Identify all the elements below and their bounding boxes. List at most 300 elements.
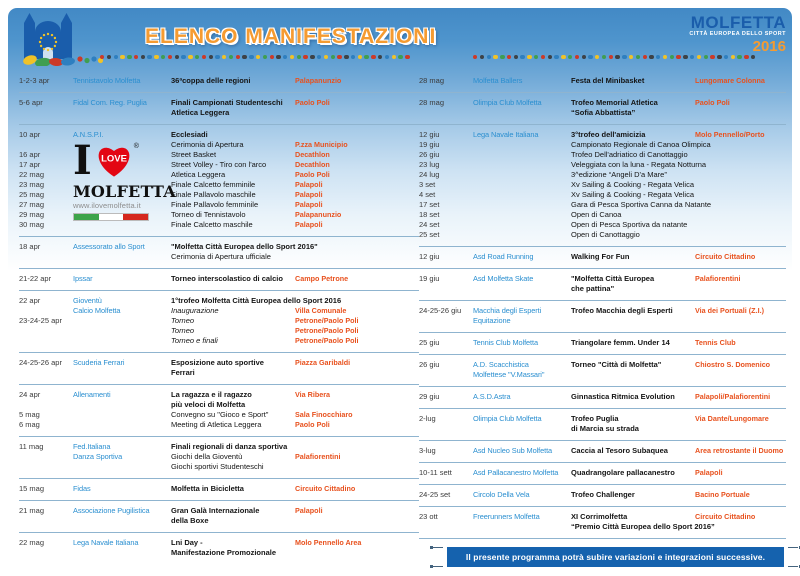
event-location: Paolo Poli	[295, 98, 330, 107]
organizer-name: Scuderia Ferrari	[73, 358, 125, 367]
event-title: Torneo interscolastico di calcio	[171, 274, 283, 283]
molfetta-wordmark: MOLFETTA	[690, 13, 786, 32]
date-column	[419, 252, 473, 262]
event-title: Torneo e finali	[171, 336, 218, 345]
event-location	[695, 210, 786, 220]
organizer-column	[473, 274, 571, 294]
event-row	[19, 533, 419, 564]
event-column	[571, 76, 695, 86]
date-column	[19, 538, 73, 558]
color-dot-icon	[337, 55, 341, 59]
organizer-name: Equitazione	[473, 316, 511, 325]
event-location: Piazza Garibaldi	[295, 358, 351, 367]
event-date	[19, 336, 73, 346]
color-dot-icon	[378, 55, 382, 59]
organizer-name: Tennistavolo Molfetta	[73, 76, 141, 85]
event-title: Trofeo Memorial Atletica	[571, 98, 658, 107]
date-column	[419, 468, 473, 478]
event-date: 24-25 set	[419, 490, 451, 499]
date-column	[419, 338, 473, 348]
event-location: Molo Pennello Area	[295, 538, 362, 547]
date-column	[419, 446, 473, 456]
logo-url: www.ilovemolfetta.it	[73, 201, 141, 210]
color-dot-icon	[215, 55, 219, 59]
event-title: Trofeo Puglia	[571, 414, 619, 423]
color-dot-icon	[602, 55, 606, 59]
color-dot-icon	[222, 55, 226, 59]
event-date: 18 set	[419, 210, 440, 219]
event-row	[419, 247, 786, 269]
color-dot-icon	[744, 55, 748, 59]
event-location: Campo Petrone	[295, 274, 349, 283]
event-location	[295, 242, 419, 252]
color-dot-icon	[710, 55, 714, 59]
color-dot-icon	[147, 55, 151, 59]
event-location	[695, 424, 786, 434]
event-title: Finali Campionati Studenteschi	[171, 98, 283, 107]
color-dot-icon	[141, 55, 145, 59]
organizer-column	[473, 130, 571, 240]
event-date: 23 mag	[19, 180, 45, 189]
event-column	[171, 76, 295, 86]
location-column	[295, 390, 419, 430]
event-title: Campionato Regionale di Canoa Olimpica	[571, 140, 711, 149]
color-dot-icon	[629, 55, 633, 59]
event-title: Finale Pallavolo femminile	[171, 200, 259, 209]
event-location: Petrone/Paolo Poli	[295, 316, 359, 325]
event-date	[419, 424, 473, 434]
event-date: 22 mag	[19, 170, 45, 179]
event-date: 26 giu	[419, 150, 440, 159]
event-title: Torneo	[171, 326, 195, 335]
event-location	[295, 252, 419, 262]
color-dot-icon	[303, 55, 307, 59]
event-row	[419, 93, 786, 125]
color-dot-icon	[690, 55, 694, 59]
event-title: Festa del Minibasket	[571, 76, 645, 85]
color-dot-icon	[568, 55, 572, 59]
event-title: “Sofia Abbattista”	[571, 108, 636, 117]
organizer-column	[73, 390, 171, 430]
event-row	[419, 125, 786, 247]
location-column	[295, 506, 419, 526]
event-date: 30 mag	[19, 220, 45, 229]
organizer-column	[473, 360, 571, 380]
event-title: Torneo di Tennistavolo	[171, 210, 246, 219]
page-title: ELENCO MANIFESTAZIONI	[145, 25, 437, 48]
organizer-name: Fed.Italiana	[73, 442, 111, 451]
color-dot-icon	[107, 55, 111, 59]
organizer-column	[73, 506, 171, 526]
event-location: Sala Finocchiaro	[295, 410, 353, 419]
color-dot-icon	[527, 55, 531, 59]
color-dot-icon	[656, 55, 660, 59]
event-date: 21 mag	[19, 506, 45, 515]
location-column	[695, 392, 786, 402]
date-column	[19, 76, 73, 86]
event-title: 1°trofeo Molfetta Città Europea dello Sport 2016	[171, 296, 342, 305]
heart-icon	[95, 144, 133, 178]
event-date: 24 apr	[19, 390, 41, 399]
svg-text:LOVE: LOVE	[100, 153, 127, 165]
date-column	[19, 296, 73, 346]
color-dot-icon	[263, 55, 267, 59]
event-location	[695, 160, 786, 170]
event-title: più veloci di Molfetta	[171, 400, 246, 409]
organizer-name: Lega Navale Italiana	[73, 538, 139, 547]
event-location	[295, 516, 419, 526]
event-location: Decathlon	[295, 160, 330, 169]
event-title: Finali regionali di danza sportiva	[171, 442, 288, 451]
event-date: 23 ott	[419, 512, 438, 521]
color-dot-icon	[697, 55, 701, 59]
event-location	[695, 284, 786, 294]
organizer-name: A.S.D.Astra	[473, 392, 511, 401]
event-date: 3 set	[419, 180, 436, 189]
event-location	[295, 548, 419, 558]
organizer-column	[73, 358, 171, 378]
event-date: 5-6 apr	[19, 98, 43, 107]
event-title: Walking For Fun	[571, 252, 630, 261]
date-column	[19, 274, 73, 284]
event-column	[571, 98, 695, 118]
event-location: Via dei Portuali (Z.I.)	[695, 306, 764, 315]
color-dot-icon	[276, 55, 280, 59]
date-column	[19, 442, 73, 472]
event-title: Xv Sailing & Cooking - Regata Velica	[571, 190, 694, 199]
organizer-name: Ipssar	[73, 274, 93, 283]
color-dot-icon	[385, 55, 389, 59]
event-date: 5 mag	[19, 410, 40, 419]
event-date: 29 giu	[419, 392, 440, 401]
registered-mark: ®	[133, 143, 139, 150]
event-title: 3^edizione “Angeli D'a Mare”	[571, 170, 667, 179]
event-row	[419, 485, 786, 507]
organizer-name: Assessorato allo Sport	[73, 242, 145, 251]
event-date: 17 apr	[19, 160, 41, 169]
event-column	[571, 338, 695, 348]
event-row	[19, 125, 419, 237]
event-row	[19, 479, 419, 501]
color-dot-icon	[195, 55, 199, 59]
event-date	[19, 252, 73, 262]
event-location: Chiostro S. Domenico	[695, 360, 771, 369]
event-column	[571, 306, 695, 326]
color-dot-icon	[473, 55, 477, 59]
event-date	[19, 368, 73, 378]
organizer-column	[73, 130, 176, 230]
event-location: Villa Comunale	[295, 306, 347, 315]
event-location: Palapanunzio	[295, 76, 342, 85]
event-row	[419, 355, 786, 387]
color-dot-icon	[317, 55, 321, 59]
organizer-column	[73, 296, 171, 346]
event-location: Tennis Club	[695, 338, 736, 347]
organizer-name: Macchia degli Esperti	[473, 306, 542, 315]
date-column	[419, 76, 473, 86]
event-location: Circuito Cittadino	[295, 484, 356, 493]
color-dot-icon	[520, 55, 524, 59]
organizer-name: Fidas	[73, 484, 91, 493]
color-dot-icon	[493, 55, 497, 59]
dots-strip-right	[473, 55, 755, 59]
event-location: Palapoli	[295, 220, 323, 229]
event-row	[19, 71, 419, 93]
event-title: Gara di Pesca Sportiva Canna da Natante	[571, 200, 712, 209]
event-date: 23-24-25 apr	[19, 316, 62, 325]
color-dot-icon	[636, 55, 640, 59]
event-title: Giochi sportivi Studenteschi	[171, 462, 264, 471]
color-dot-icon	[175, 55, 179, 59]
molfetta-subtitle: CITTÀ EUROPEA DELLO SPORT	[689, 31, 786, 37]
location-column	[295, 76, 419, 86]
organizer-column	[73, 98, 171, 118]
color-dot-icon	[202, 55, 206, 59]
event-column	[171, 484, 295, 494]
event-column	[571, 490, 695, 500]
event-location	[295, 108, 419, 118]
dots-strip-left	[100, 55, 410, 59]
event-location: Paolo Poli	[295, 170, 330, 179]
event-date: 22 apr	[19, 296, 41, 305]
color-dot-icon	[344, 55, 348, 59]
event-date: 29 mag	[19, 210, 45, 219]
event-date: 11 mag	[19, 442, 44, 451]
event-location	[295, 296, 419, 306]
event-title: Meeting di Atletica Leggera	[171, 420, 262, 429]
crop-mark-icon	[433, 566, 443, 567]
event-title: Open di Canottaggio	[571, 230, 640, 239]
color-dot-icon	[514, 55, 518, 59]
event-date	[419, 284, 473, 294]
event-date: 24-25-26 apr	[19, 358, 62, 367]
event-date: 12 giu	[419, 252, 440, 261]
color-dot-icon	[595, 55, 599, 59]
color-dot-icon	[371, 55, 375, 59]
event-location	[295, 442, 419, 452]
color-dot-icon	[717, 55, 721, 59]
event-location: Petrone/Paolo Poli	[295, 326, 359, 335]
event-location: Palapoli	[295, 506, 323, 515]
event-location: Palapoli	[295, 190, 323, 199]
event-title: La ragazza e il ragazzo	[171, 390, 252, 399]
color-dot-icon	[127, 55, 131, 59]
event-date: 28 mag	[419, 98, 445, 107]
event-location: Palapanunzio	[295, 210, 342, 219]
color-dot-icon	[351, 55, 355, 59]
organizer-column	[473, 392, 571, 402]
event-date: 24 lug	[419, 170, 440, 179]
event-column	[171, 506, 295, 526]
color-dot-icon	[209, 55, 213, 59]
event-row	[19, 93, 419, 125]
event-location: Via Dante/Lungomare	[695, 414, 769, 423]
color-dot-icon	[676, 55, 680, 59]
color-dot-icon	[507, 55, 511, 59]
color-dot-icon	[364, 55, 368, 59]
event-column	[171, 358, 295, 378]
organizer-column	[73, 274, 171, 284]
color-dot-icon	[683, 55, 687, 59]
color-dot-icon	[534, 55, 538, 59]
event-column	[571, 414, 695, 434]
organizer-column	[473, 338, 571, 348]
organizer-column	[473, 252, 571, 262]
event-location	[295, 462, 419, 472]
event-title: Manifestazione Promozionale	[171, 548, 277, 557]
crop-mark-icon	[433, 547, 443, 548]
event-column	[571, 252, 695, 262]
color-dot-icon	[480, 55, 484, 59]
date-column	[19, 506, 73, 526]
events-column-right	[419, 71, 788, 567]
event-title: Open di Pesca Sportiva da natante	[571, 220, 688, 229]
location-column	[295, 274, 419, 284]
footer-banner	[447, 547, 784, 567]
event-title: Ferrari	[171, 368, 195, 377]
event-title: che pattina"	[571, 284, 615, 293]
crop-mark-icon	[788, 547, 798, 548]
event-date	[19, 306, 73, 316]
event-title: Esposizione auto sportive	[171, 358, 264, 367]
event-date: 26 giu	[419, 360, 440, 369]
organizer-column	[73, 442, 171, 472]
location-column	[695, 446, 786, 456]
event-date	[419, 108, 473, 118]
event-row	[419, 441, 786, 463]
event-column	[171, 390, 295, 430]
event-location: Palapoli/Palafiorentini	[695, 392, 771, 401]
event-column	[571, 392, 695, 402]
organizer-name: Freerunners Molfetta	[473, 512, 540, 521]
event-title: Trofeo Macchia degli Esperti	[571, 306, 673, 315]
location-column	[695, 338, 786, 348]
location-column	[695, 468, 786, 478]
date-column	[19, 484, 73, 494]
event-date: 10-11 sett	[419, 468, 452, 477]
event-location: Molo Pennello/Porto	[695, 130, 765, 139]
organizer-name: Allenamenti	[73, 390, 111, 399]
organizer-column	[473, 468, 571, 478]
organizer-name: Asd Nucleo Sub Molfetta	[473, 446, 553, 455]
event-location	[295, 368, 419, 378]
color-dot-icon	[554, 55, 558, 59]
event-date: 27 mag	[19, 200, 45, 209]
event-title: Finale Calcetto femminile	[171, 180, 256, 189]
event-date: 6 mag	[19, 420, 40, 429]
event-title: della Boxe	[171, 516, 209, 525]
event-date: 12 giu	[419, 130, 440, 139]
event-location	[295, 400, 419, 410]
event-title: Atletica Leggera	[171, 170, 226, 179]
location-column	[695, 130, 786, 240]
event-date: 19 giu	[419, 140, 440, 149]
organizer-name: Danza Sportiva	[73, 452, 123, 461]
organizer-name: Circolo Della Vela	[473, 490, 530, 499]
color-dot-icon	[297, 55, 301, 59]
event-title: Trofeo Challenger	[571, 490, 635, 499]
event-title: Ecclesiadi	[171, 130, 208, 139]
organizer-name: Olimpia Club Molfetta	[473, 414, 542, 423]
color-dot-icon	[270, 55, 274, 59]
date-column	[419, 274, 473, 294]
event-title: Triangolare femm. Under 14	[571, 338, 670, 347]
event-title: Finale Pallavolo maschile	[171, 190, 256, 199]
color-dot-icon	[392, 55, 396, 59]
organizer-column	[473, 490, 571, 500]
date-column	[419, 306, 473, 326]
location-column	[295, 442, 419, 472]
event-date: 16 apr	[19, 150, 41, 159]
location-column	[695, 490, 786, 500]
logo-wordmark: MOLFETTA	[73, 182, 176, 201]
color-dot-icon	[236, 55, 240, 59]
organizer-column	[473, 446, 571, 456]
event-location	[695, 180, 786, 190]
color-dot-icon	[290, 55, 294, 59]
event-title: Inaugurazione	[171, 306, 219, 315]
event-date: 25 mag	[19, 190, 45, 199]
date-column	[419, 414, 473, 434]
organizer-name: Asd Molfetta Skate	[473, 274, 534, 283]
location-column	[295, 358, 419, 378]
event-date: 18 apr	[19, 242, 41, 251]
event-location	[695, 220, 786, 230]
event-title: "Molfetta Città Europea dello Sport 2016"	[171, 242, 318, 251]
event-location	[695, 108, 786, 118]
color-dot-icon	[310, 55, 314, 59]
color-dot-icon	[114, 55, 118, 59]
color-dot-icon	[154, 55, 158, 59]
date-column	[19, 358, 73, 378]
location-column	[295, 98, 419, 118]
event-location: Paolo Poli	[295, 420, 330, 429]
color-dot-icon	[358, 55, 362, 59]
event-row	[19, 501, 419, 533]
event-row	[419, 301, 786, 333]
color-dot-icon	[249, 55, 253, 59]
event-date	[19, 516, 73, 526]
color-dot-icon	[548, 55, 552, 59]
event-date	[19, 326, 73, 336]
color-dot-icon	[724, 55, 728, 59]
organizer-name: Asd Road Running	[473, 252, 534, 261]
location-column	[695, 360, 786, 380]
event-date	[19, 140, 73, 150]
event-title: "Molfetta Città Europea	[571, 274, 655, 283]
event-row	[419, 387, 786, 409]
color-dot-icon	[500, 55, 504, 59]
color-dot-icon	[704, 55, 708, 59]
event-column	[171, 442, 295, 472]
event-title: Ginnastica Ritmica Evolution	[571, 392, 675, 401]
event-row	[419, 409, 786, 441]
location-column	[295, 484, 419, 494]
organizer-name: Associazione Pugilistica	[73, 506, 150, 515]
event-location	[695, 150, 786, 160]
color-dot-icon	[737, 55, 741, 59]
color-dot-icon	[242, 55, 246, 59]
event-row	[19, 385, 419, 437]
organizer-name: Asd Pallacanestro Molfetta	[473, 468, 559, 477]
location-column	[695, 414, 786, 434]
ilovemolfetta-heart-row	[73, 137, 167, 184]
event-date: 28 mag	[419, 76, 445, 85]
date-column	[419, 512, 473, 532]
color-dot-icon	[541, 55, 545, 59]
location-column	[695, 512, 786, 532]
color-dot-icon	[649, 55, 653, 59]
